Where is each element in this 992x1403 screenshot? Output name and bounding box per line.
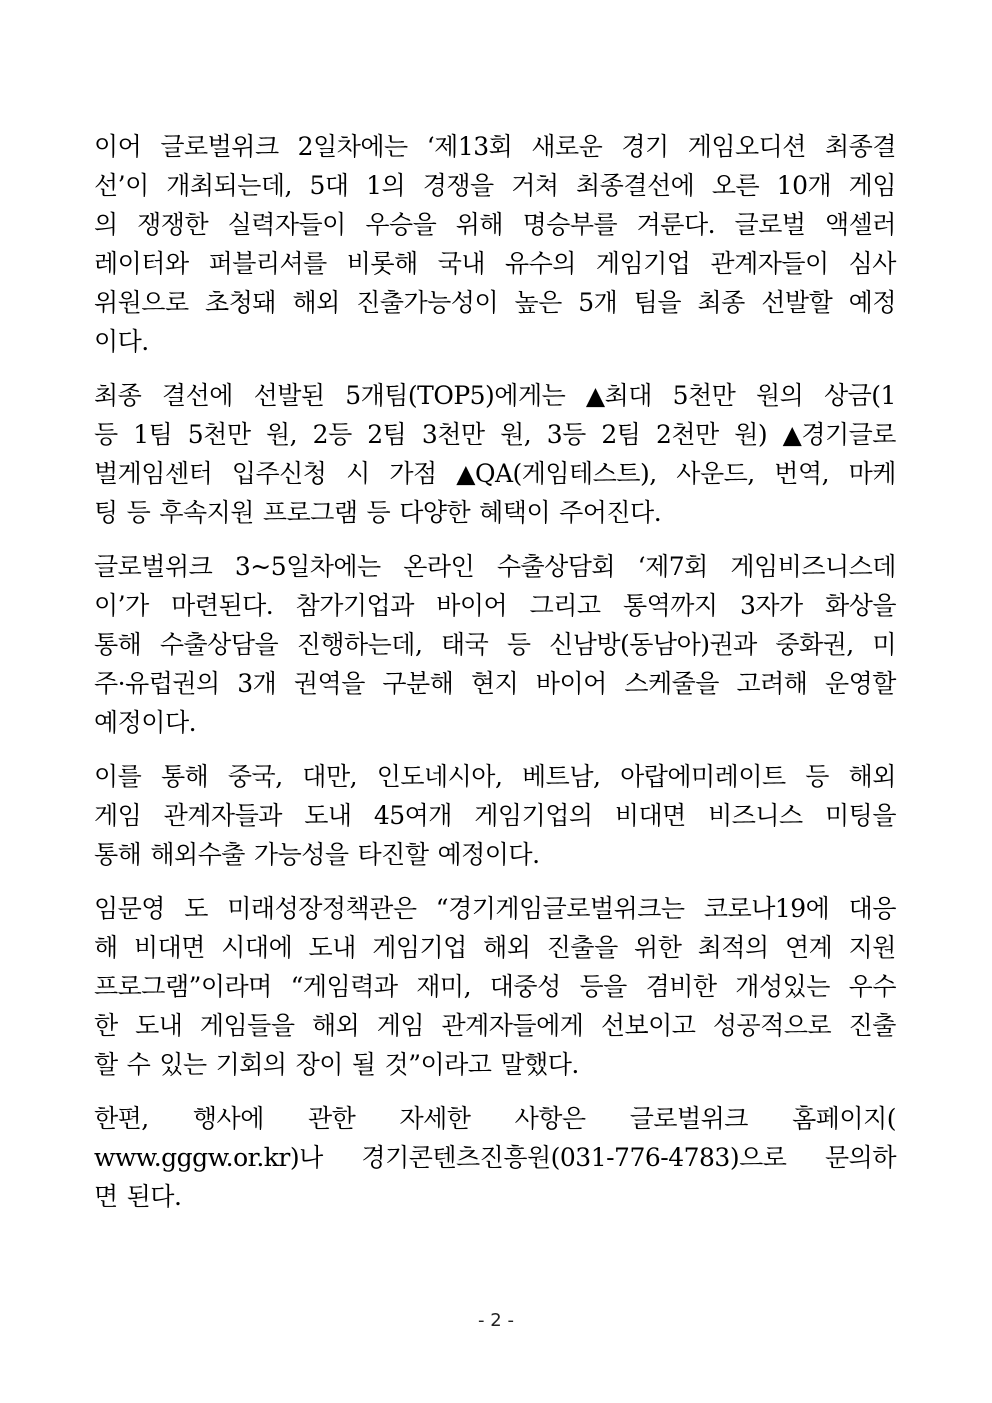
word: 원, xyxy=(500,420,532,449)
text-line xyxy=(94,586,896,625)
word: 가점 xyxy=(389,459,437,488)
word: 코로나19에 xyxy=(703,894,830,923)
word: 해외 xyxy=(483,933,531,962)
word: 게임오디션 xyxy=(687,132,806,161)
paragraph-official-quote xyxy=(94,889,896,1084)
word: 개성있는 xyxy=(735,972,830,1001)
word: 게임기업 xyxy=(372,933,467,962)
word: www.gggw.or.kr)나 xyxy=(94,1143,323,1172)
word: 인도네시아, xyxy=(376,762,503,791)
word: 3등 xyxy=(546,420,586,449)
word: 액셀러 xyxy=(824,210,896,239)
word: 원) xyxy=(734,420,768,449)
text-line xyxy=(94,454,896,493)
paragraph-business-day xyxy=(94,547,896,742)
word: 도내 xyxy=(135,1011,183,1040)
text-line xyxy=(94,1006,896,1045)
word: 쟁쟁한 xyxy=(137,210,209,239)
word: “게임력과 xyxy=(290,972,398,1001)
word: 베트남, xyxy=(522,762,601,791)
word: 마케 xyxy=(848,459,896,488)
word: 진출을 xyxy=(546,933,618,962)
word: 비롯해 xyxy=(346,249,418,278)
word: 3자가 xyxy=(739,591,803,620)
word: 시대에 xyxy=(221,933,293,962)
word: 높은 xyxy=(514,288,562,317)
word: 레이터와 xyxy=(94,249,189,278)
word: 국내 xyxy=(437,249,485,278)
word: 거쳐 xyxy=(511,171,559,200)
word: 바이어 xyxy=(436,591,508,620)
word: 선발할 xyxy=(761,288,833,317)
word: 원의 xyxy=(755,381,804,410)
word: 후속지원 xyxy=(159,498,254,527)
word: 오른 xyxy=(711,171,760,200)
word: 운영할 xyxy=(825,669,896,698)
word: 한 xyxy=(94,1011,118,1040)
word: 2팀 xyxy=(601,420,641,449)
word: 초청돼 xyxy=(205,288,276,317)
text-line xyxy=(94,283,896,322)
word: 게임 xyxy=(848,171,896,200)
word: 참가기업과 xyxy=(295,591,414,620)
word: 수출상담을 xyxy=(159,630,279,659)
word: 이어 xyxy=(94,132,142,161)
text-line xyxy=(94,703,896,742)
word: 2등 xyxy=(312,420,352,449)
word: 결선에 xyxy=(161,381,233,410)
word: 45여개 xyxy=(373,801,452,830)
word: 게임기업의 xyxy=(474,801,593,830)
word: 3~5일차에는 xyxy=(234,552,381,581)
word: 대응 xyxy=(848,894,896,923)
text-line xyxy=(94,244,896,283)
word: 해외 xyxy=(311,1011,360,1040)
word: 비대면 xyxy=(133,933,205,962)
word: 성공적으로 xyxy=(712,1011,832,1040)
word: 10개 xyxy=(776,171,832,200)
word: 최종결선에 xyxy=(576,171,695,200)
text-line xyxy=(94,547,896,586)
word: 통해 xyxy=(160,762,209,791)
word: 현지 xyxy=(470,669,519,698)
word: 된다. xyxy=(126,1182,182,1211)
word: 행사에 xyxy=(192,1104,264,1133)
word: 등 xyxy=(366,498,391,527)
word: 상금(1 xyxy=(823,381,896,410)
word: 홈페이지( xyxy=(792,1104,896,1133)
word: 그리고 xyxy=(529,591,601,620)
word: 최종 xyxy=(94,381,142,410)
word: 원, xyxy=(266,420,298,449)
text-line xyxy=(94,415,896,454)
word: 1팀 xyxy=(133,420,173,449)
word: 실력자들이 xyxy=(227,210,346,239)
text-line xyxy=(94,166,896,205)
word: 3천만 xyxy=(421,420,485,449)
text-line xyxy=(94,1177,896,1216)
word: 통해 xyxy=(94,840,142,869)
word: 구분해 xyxy=(382,669,454,698)
word: 게임 xyxy=(376,1011,425,1040)
word: ▲QA(게임테스트), xyxy=(456,459,657,488)
paragraph-overseas-meetings xyxy=(94,757,896,874)
text-line xyxy=(94,1045,896,1084)
word: 팅 xyxy=(94,498,118,527)
word: 주어진다. xyxy=(559,498,662,527)
word: 최종결 xyxy=(825,132,896,161)
word: 지원 xyxy=(848,933,896,962)
word: 번역, xyxy=(774,459,830,488)
word: 기회의 xyxy=(215,1050,287,1079)
word: 진행하는데, xyxy=(296,630,423,659)
word: 수출상담회 xyxy=(496,552,616,581)
word: 퍼블리셔를 xyxy=(208,249,327,278)
word: 다양한 xyxy=(399,498,471,527)
word: 겨룬다. xyxy=(636,210,716,239)
word: 아랍에미레이트 xyxy=(620,762,786,791)
word: 2일차에는 xyxy=(297,132,408,161)
word: 최종 xyxy=(697,288,745,317)
word: ▲최대 xyxy=(585,381,652,410)
word: 장이 xyxy=(295,1050,343,1079)
text-line xyxy=(94,127,896,166)
word: 5개팀(TOP5)에게는 xyxy=(345,381,566,410)
word: 비즈니스 xyxy=(708,801,803,830)
word: 벌게임센터 xyxy=(94,459,213,488)
word: 중화권, xyxy=(775,630,854,659)
word: 선’이 xyxy=(94,171,149,200)
text-line xyxy=(94,1099,896,1138)
word: 도 xyxy=(184,894,208,923)
word: 해외 xyxy=(292,288,340,317)
word: 관계자들에게 xyxy=(441,1011,584,1040)
word: 글로벌 xyxy=(734,210,806,239)
word: 5대 xyxy=(309,171,349,200)
word: 중국, xyxy=(227,762,283,791)
word: 유수의 xyxy=(504,249,576,278)
word: 글로벌위크 xyxy=(629,1104,748,1133)
word: 우수 xyxy=(848,972,896,1001)
word: 도내 xyxy=(308,933,356,962)
document-body xyxy=(94,127,896,1231)
word: 할 xyxy=(94,1050,118,1079)
word: 말했다. xyxy=(500,1050,579,1079)
word: 수 xyxy=(126,1050,151,1079)
word: 온라인 xyxy=(403,552,475,581)
word: 5천만 xyxy=(672,381,736,410)
text-line xyxy=(94,835,896,874)
word: 위해 xyxy=(455,210,504,239)
word: 시 xyxy=(346,459,370,488)
word: 경기 xyxy=(621,132,669,161)
text-line xyxy=(94,757,896,796)
word: 선보이고 xyxy=(600,1011,696,1040)
word: 등 xyxy=(94,420,118,449)
word: 바이어 xyxy=(535,669,607,698)
word: 임문영 xyxy=(94,894,165,923)
word: 마련된다. xyxy=(171,591,274,620)
text-line xyxy=(94,376,896,415)
word: 의 xyxy=(94,210,118,239)
word: 통역까지 xyxy=(622,591,718,620)
word: 위한 xyxy=(634,933,682,962)
word: 사항은 xyxy=(514,1104,586,1133)
word: 미팅을 xyxy=(825,801,896,830)
word: 명승부를 xyxy=(522,210,618,239)
word: 등 xyxy=(126,498,151,527)
word: 도내 xyxy=(304,801,352,830)
word: 예정이다. xyxy=(94,708,197,737)
word: 위원으로 xyxy=(94,288,189,317)
word: 자세한 xyxy=(399,1104,471,1133)
word: 입주신청 xyxy=(231,459,327,488)
word: 게임들을 xyxy=(199,1011,295,1040)
paragraph-contact-info xyxy=(94,1099,896,1216)
word: 진출 xyxy=(848,1011,896,1040)
word: 주·유럽권의 xyxy=(94,669,220,698)
text-line xyxy=(94,889,896,928)
word: 관계자들과 xyxy=(163,801,282,830)
word: 태국 xyxy=(440,630,489,659)
word: 5개 xyxy=(578,288,618,317)
word: 2천만 xyxy=(655,420,719,449)
word: 1의 xyxy=(366,171,406,200)
word: 2팀 xyxy=(367,420,407,449)
word: 한편, xyxy=(94,1104,149,1133)
text-line xyxy=(94,967,896,1006)
text-line xyxy=(94,493,896,532)
word: 있는 xyxy=(159,1050,207,1079)
word: 신남방(동남아)권과 xyxy=(549,630,757,659)
word: 프로그램”이라며 xyxy=(94,972,272,1001)
word: 화상을 xyxy=(825,591,896,620)
page-number: - 2 - xyxy=(478,1310,514,1331)
word: 등 xyxy=(506,630,531,659)
word: 고려해 xyxy=(736,669,808,698)
word: 게임기업 xyxy=(595,249,691,278)
word: ‘제13회 xyxy=(426,132,513,161)
word: 권역을 xyxy=(293,669,365,698)
word: 예정 xyxy=(848,288,896,317)
text-line xyxy=(94,664,896,703)
word: 우승을 xyxy=(365,210,437,239)
word: 스케줄을 xyxy=(624,669,719,698)
word: 3개 xyxy=(237,669,277,698)
word: 될 xyxy=(351,1050,376,1079)
word: 타진할 xyxy=(357,840,429,869)
word: 새로운 xyxy=(531,132,603,161)
word: 관계자들이 xyxy=(710,249,829,278)
word: 등을 xyxy=(579,972,627,1001)
word: 글로벌위크 xyxy=(94,552,213,581)
text-line xyxy=(94,205,896,244)
word: 이다. xyxy=(94,327,149,356)
word: 미 xyxy=(872,630,896,659)
text-line xyxy=(94,322,896,361)
word: 것”이라고 xyxy=(384,1050,492,1079)
word: ▲경기글로 xyxy=(782,420,896,449)
word: ‘제7회 xyxy=(637,552,708,581)
word: 경기콘텐츠진흥원(031-776-4783)으로 xyxy=(361,1143,787,1172)
word: 글로벌위크 xyxy=(160,132,279,161)
word: 대중성 xyxy=(489,972,561,1001)
word: 혜택이 xyxy=(479,498,551,527)
word: 게임 xyxy=(94,801,142,830)
word: 예정이다. xyxy=(437,840,540,869)
word: 면 xyxy=(94,1182,118,1211)
text-line xyxy=(94,625,896,664)
word: 미래성장정책관은 xyxy=(227,894,417,923)
word: 대만, xyxy=(302,762,358,791)
text-line xyxy=(94,796,896,835)
word: 팀을 xyxy=(633,288,682,317)
word: 프로그램 xyxy=(262,498,358,527)
word: 비대면 xyxy=(614,801,686,830)
word: 겸비한 xyxy=(645,972,717,1001)
word: 이’가 xyxy=(94,591,149,620)
word: 최적의 xyxy=(697,933,769,962)
paragraph-game-audition xyxy=(94,127,896,361)
word: 게임비즈니스데 xyxy=(730,552,896,581)
word: 개최되는데, xyxy=(166,171,292,200)
word: 해외 xyxy=(848,762,896,791)
word: 등 xyxy=(805,762,829,791)
word: 해외수출 xyxy=(150,840,245,869)
word: 선발된 xyxy=(253,381,325,410)
word: 연계 xyxy=(784,933,833,962)
word: 문의하 xyxy=(825,1143,896,1172)
word: 이를 xyxy=(94,762,142,791)
paragraph-top5-benefits xyxy=(94,376,896,532)
word: 경쟁을 xyxy=(422,171,494,200)
word: 심사 xyxy=(848,249,896,278)
text-line xyxy=(94,1138,896,1177)
word: 관한 xyxy=(308,1104,356,1133)
word: 사운드, xyxy=(676,459,755,488)
word: 재미, xyxy=(416,972,472,1001)
text-line xyxy=(94,928,896,967)
word: 해 xyxy=(94,933,118,962)
word: “경기게임글로벌위크는 xyxy=(435,894,685,923)
word: 가능성을 xyxy=(253,840,349,869)
word: 진출가능성이 xyxy=(356,288,499,317)
word: 통해 xyxy=(94,630,142,659)
word: 5천만 xyxy=(187,420,251,449)
